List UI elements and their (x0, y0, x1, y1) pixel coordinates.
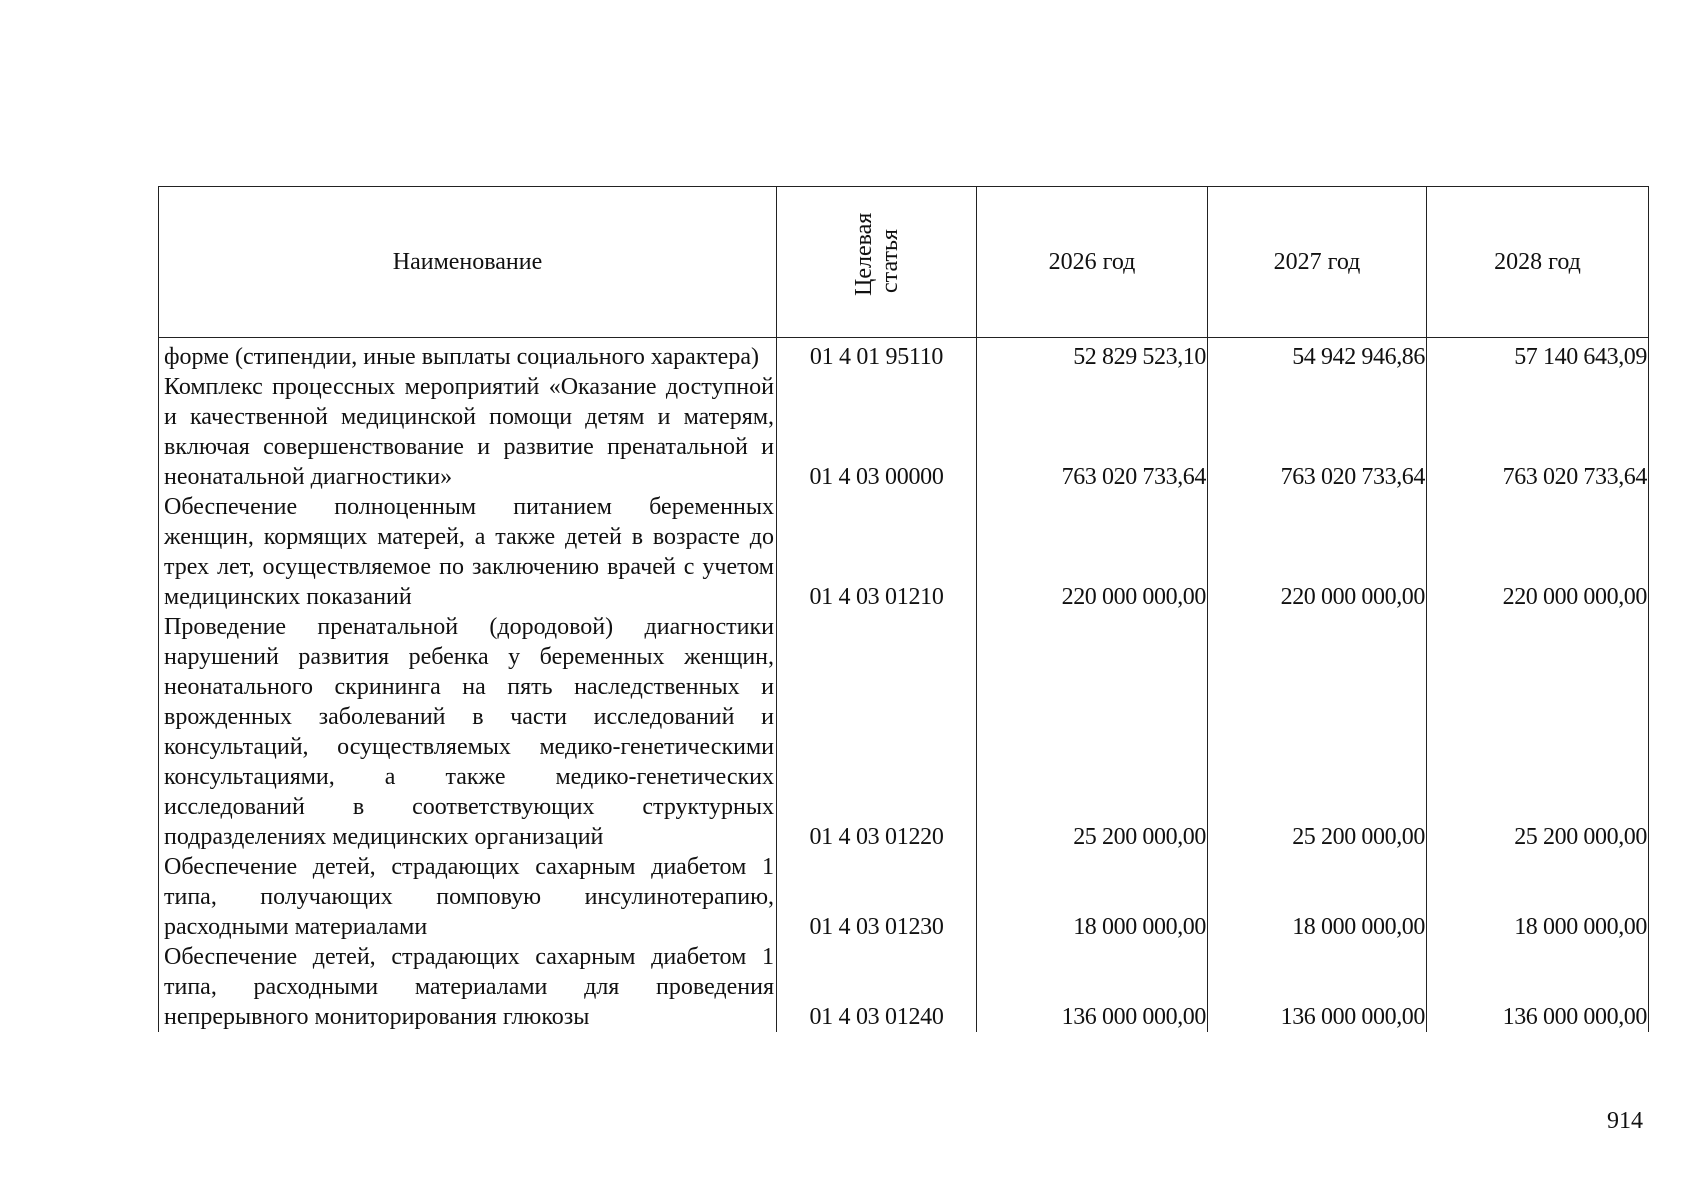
row-code: 01 4 03 01220 (777, 612, 977, 852)
header-2026: 2026 год (977, 187, 1208, 338)
header-target-article (777, 187, 977, 338)
header-name: Наименование (159, 187, 777, 338)
table-row (159, 852, 1649, 942)
row-amount-2026: 25 200 000,00 (977, 612, 1208, 852)
row-code: 01 4 03 01240 (777, 942, 977, 1032)
row-code: 01 4 03 01230 (777, 852, 977, 942)
row-amount-2028: 220 000 000,00 (1427, 492, 1649, 612)
row-name: Обеспечение детей, страдающих сахарным диабетом 1 типа, получающих помповую инсулинотерапию, расходными материалами (159, 852, 777, 942)
row-code: 01 4 03 00000 (777, 372, 977, 492)
header-2027: 2027 год (1208, 187, 1427, 338)
budget-table (158, 186, 1649, 1032)
row-amount-2026: 136 000 000,00 (977, 942, 1208, 1032)
table-row (159, 942, 1649, 1032)
row-amount-2028: 25 200 000,00 (1427, 612, 1649, 852)
row-amount-2027: 136 000 000,00 (1208, 942, 1427, 1032)
table-row (159, 372, 1649, 492)
row-amount-2028: 18 000 000,00 (1427, 852, 1649, 942)
row-amount-2027: 220 000 000,00 (1208, 492, 1427, 612)
row-code: 01 4 03 01210 (777, 492, 977, 612)
table-row (159, 338, 1649, 373)
row-name: Проведение пренатальной (дородовой) диагностики нарушений развития ребенка у беременных женщин, неонатального скрининга на пять наследственных и врожденных заболеваний в части исследований и консультаций, осуществляемых медико-генетическими консультациями, а также медико-генетических исследований в соответствующих структурных подразделениях медицинских организаций (159, 612, 777, 852)
row-amount-2027: 54 942 946,86 (1208, 338, 1427, 373)
row-amount-2027: 18 000 000,00 (1208, 852, 1427, 942)
row-amount-2027: 25 200 000,00 (1208, 612, 1427, 852)
header-target-article-label: Целевая статья (850, 212, 903, 296)
row-name: Обеспечение полноценным питанием беременных женщин, кормящих матерей, а также детей в возрасте до трех лет, осуществляемое по заключению врачей с учетом медицинских показаний (159, 492, 777, 612)
row-amount-2027: 763 020 733,64 (1208, 372, 1427, 492)
row-amount-2028: 57 140 643,09 (1427, 338, 1649, 373)
table-header-row (159, 187, 1649, 338)
page-number: 914 (1607, 1108, 1643, 1134)
row-amount-2026: 220 000 000,00 (977, 492, 1208, 612)
row-name: Обеспечение детей, страдающих сахарным диабетом 1 типа, расходными материалами для проведения непрерывного мониторирования глюкозы (159, 942, 777, 1032)
row-name: Комплекс процессных мероприятий «Оказание доступной и качественной медицинской помощи детям и матерям, включая совершенствование и развитие пренатальной и неонатальной диагностики» (159, 372, 777, 492)
row-amount-2026: 52 829 523,10 (977, 338, 1208, 373)
row-amount-2026: 18 000 000,00 (977, 852, 1208, 942)
header-2028: 2028 год (1427, 187, 1649, 338)
row-code: 01 4 01 95110 (777, 338, 977, 373)
table-row (159, 612, 1649, 852)
row-name: форме (стипендии, иные выплаты социального характера) (159, 338, 777, 373)
table-row (159, 492, 1649, 612)
row-amount-2028: 136 000 000,00 (1427, 942, 1649, 1032)
row-amount-2026: 763 020 733,64 (977, 372, 1208, 492)
row-amount-2028: 763 020 733,64 (1427, 372, 1649, 492)
